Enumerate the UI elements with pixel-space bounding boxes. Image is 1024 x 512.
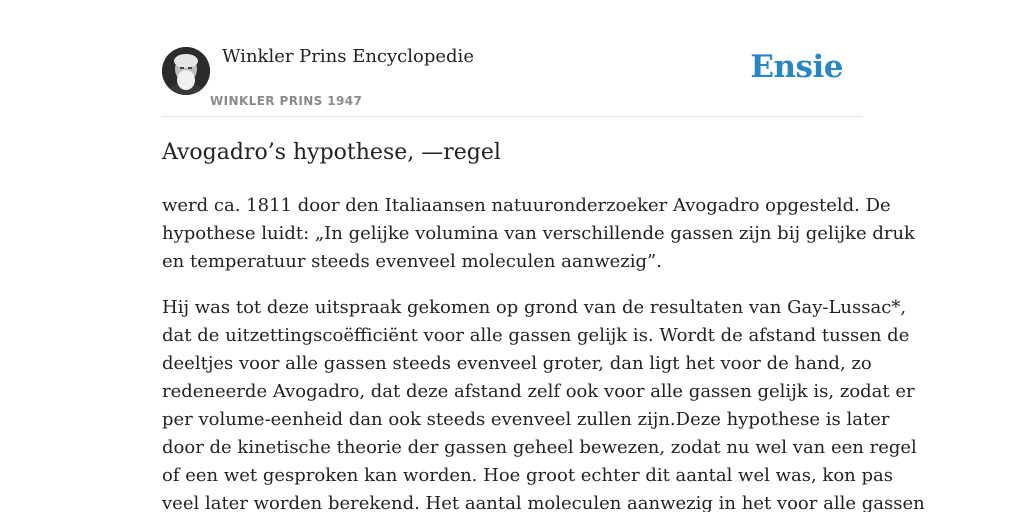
source-title[interactable]: Winkler Prins Encyclopedie (222, 46, 474, 67)
text-line: en temperatuur steeds evenveel moleculen aanwezig”. (162, 251, 662, 272)
paragraph-2 (162, 294, 925, 512)
brand-logo[interactable]: Ensie (750, 49, 843, 85)
text-line: redeneerde Avogadro, dat deze afstand zelf ook voor alle gassen gelijk is, zodat er (162, 381, 915, 402)
text-line: dat de uitzettingscoëfficiënt voor alle gassen gelijk is. Wordt de afstand tussen de (162, 325, 910, 346)
article-title: Avogadro’s hypothese, —regel (162, 140, 501, 165)
source-subtitle[interactable]: WINKLER PRINS 1947 (210, 94, 363, 108)
header (162, 0, 862, 117)
text-line: deeltjes voor alle gassen steeds evenveel groter, dan ligt het voor de hand, zo (162, 353, 872, 374)
text-line: per volume-eenheid dan ook steeds evenveel zullen zijn.Deze hypothese is later (162, 409, 890, 430)
article-body (162, 192, 925, 512)
text-line: of een wet gesproken kan worden. Hoe groot echter dit aantal wel was, kon pas (162, 465, 893, 486)
text-line: Hij was tot deze uitspraak gekomen op grond van de resultaten van Gay-Lussac*, (162, 297, 907, 318)
portrait-avatar-icon[interactable] (162, 47, 210, 95)
text-line: veel later worden berekend. Het aantal moleculen aanwezig in het voor alle gassen (162, 493, 925, 512)
text-line: door de kinetische theorie der gassen geheel bewezen, zodat nu wel van een regel (162, 437, 917, 458)
text-line: werd ca. 1811 door den Italiaansen natuuronderzoeker Avogadro opgesteld. De (162, 195, 891, 216)
paragraph-1 (162, 192, 915, 276)
text-line: hypothese luidt: „In gelijke volumina van verschillende gassen zijn bij gelijke druk (162, 223, 915, 244)
